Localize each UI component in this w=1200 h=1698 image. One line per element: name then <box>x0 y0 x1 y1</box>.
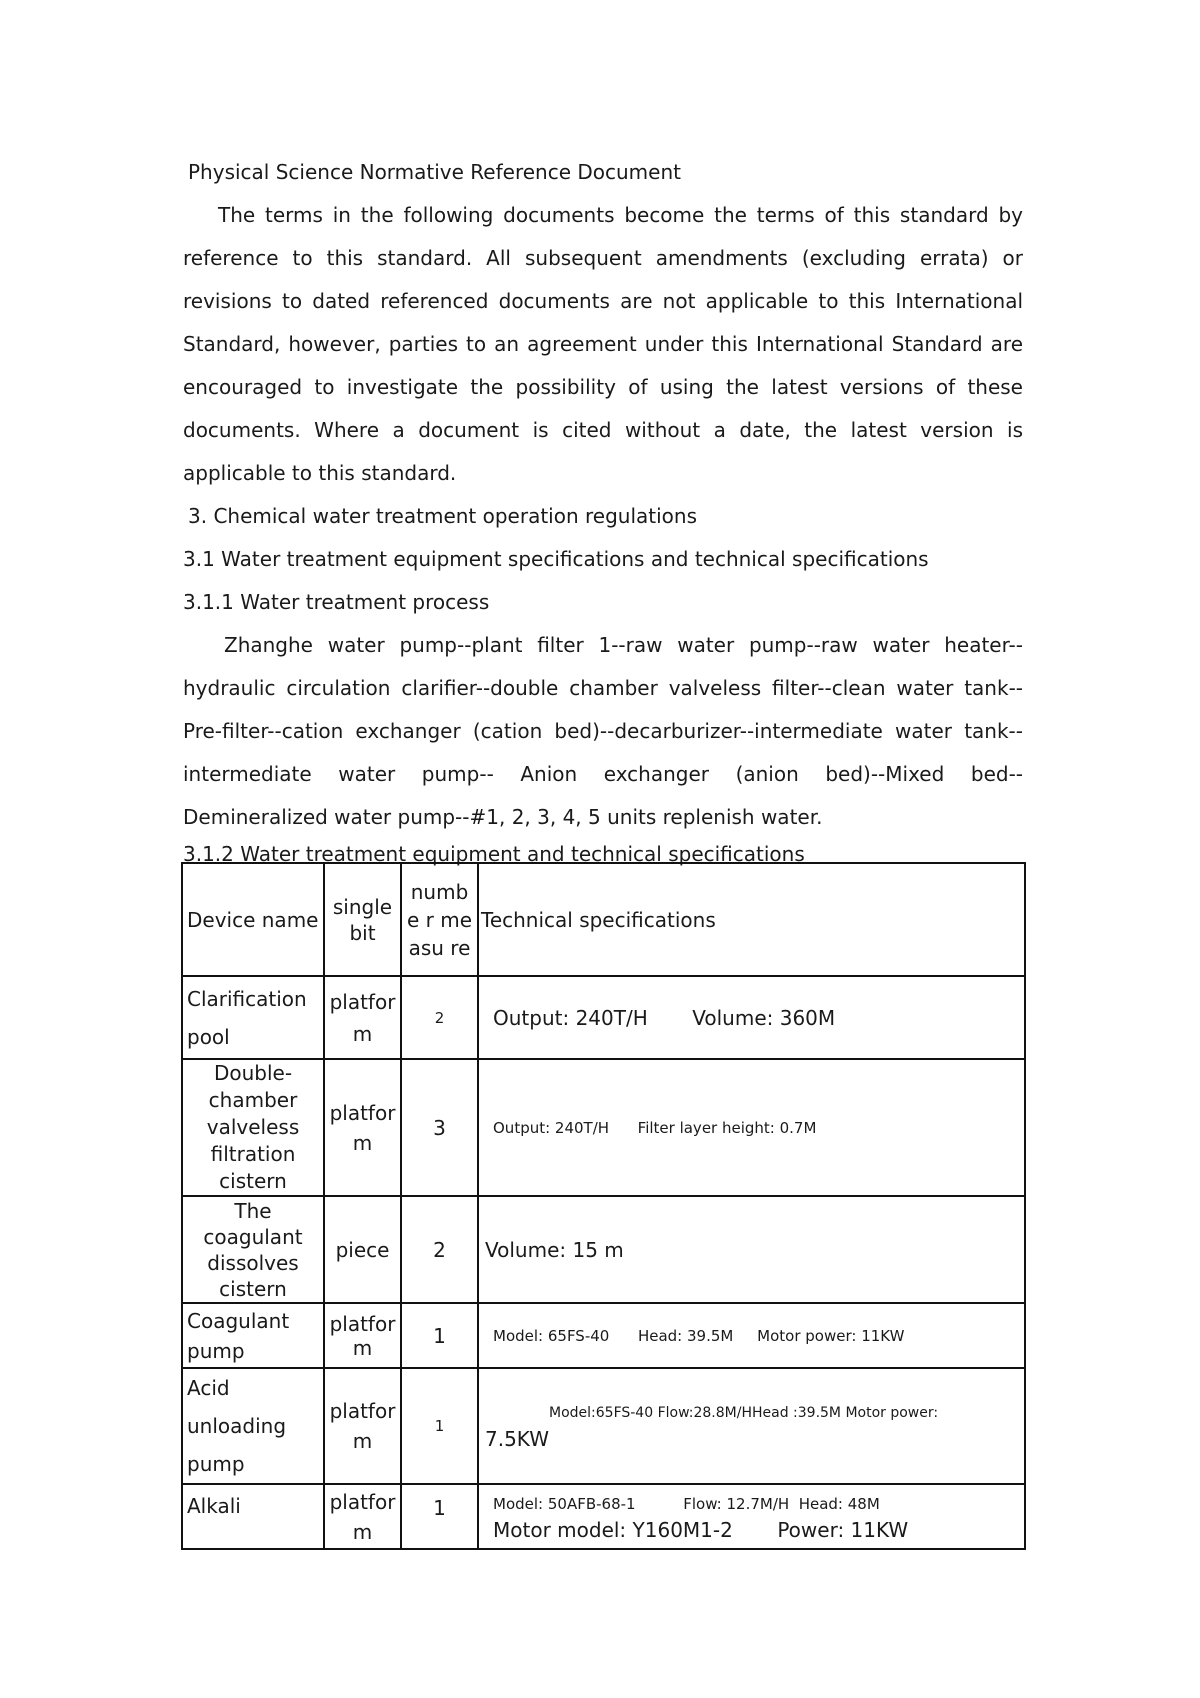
table-row <box>182 1484 1025 1549</box>
spec-cell <box>478 1196 1025 1303</box>
quantity-cell: 2 <box>401 976 478 1059</box>
spec-text: Model: 65FS-40 Head: 39.5M Motor power: 11KW <box>493 1326 905 1345</box>
process-line: intermediate water pump-- Anion exchanger (anion bed)--Mixed bed-- <box>183 762 1023 786</box>
device-name-cell: Alkali <box>182 1484 324 1549</box>
header-quantity <box>401 863 478 976</box>
section-3-1-2-heading: 3.1.2 Water treatment equipment and technical specifications <box>183 842 805 866</box>
device-name-cell: The coagulant dissolves cistern <box>182 1196 324 1303</box>
header-unit: single bit <box>324 863 401 976</box>
device-name-cell: Acid unloading pump <box>182 1368 324 1484</box>
equipment-spec-table <box>181 862 1026 1550</box>
spec-cell <box>478 1368 1025 1484</box>
table-row <box>182 1196 1025 1303</box>
table-row <box>182 976 1025 1059</box>
quantity-cell: 1 <box>401 1368 478 1484</box>
unit-cell: platfor m <box>324 1303 401 1368</box>
device-name-cell: Double-chamber valveless filtration cistern <box>182 1059 324 1196</box>
intro-line: encouraged to investigate the possibility of using the latest versions of these <box>183 375 1023 399</box>
page-title: Physical Science Normative Reference Document <box>188 160 681 184</box>
quantity-cell: 3 <box>401 1059 478 1196</box>
quantity-cell: 1 <box>401 1303 478 1368</box>
unit-cell: platfor m <box>324 976 401 1059</box>
table-row <box>182 1303 1025 1368</box>
spec-text: Model:65FS-40 Flow:28.8M/HHead :39.5M Motor power: <box>549 1405 939 1421</box>
unit-cell: platfor m <box>324 1059 401 1196</box>
unit-cell: platfor m <box>324 1484 401 1549</box>
process-line: Demineralized water pump--#1, 2, 3, 4, 5 units replenish water. <box>183 805 823 829</box>
device-name-cell: Clarification pool <box>182 976 324 1059</box>
unit-cell: piece <box>324 1196 401 1303</box>
header-quantity-text: numbe r measu re <box>406 879 473 960</box>
quantity-cell: 2 <box>401 1196 478 1303</box>
spec-text: Model: 50AFB-68-1 Flow: 12.7M/H Head: 48M <box>493 1494 880 1513</box>
intro-line: The terms in the following documents become the terms of this standard by <box>218 203 1023 227</box>
spec-text-continued: 7.5KW <box>485 1427 549 1451</box>
process-line: Zhanghe water pump--plant filter 1--raw water pump--raw water heater-- <box>224 633 1023 657</box>
spec-cell <box>478 1303 1025 1368</box>
intro-line: revisions to dated referenced documents are not applicable to this International <box>183 289 1023 313</box>
spec-text: Output: 240T/H Filter layer height: 0.7M <box>493 1118 817 1137</box>
intro-line: reference to this standard. All subsequent amendments (excluding errata) or <box>183 246 1023 270</box>
intro-line: documents. Where a document is cited without a date, the latest version is <box>183 418 1023 442</box>
header-device-name: Device name <box>182 863 324 976</box>
unit-cell: platfor m <box>324 1368 401 1484</box>
spec-cell <box>478 1059 1025 1196</box>
intro-line: Standard, however, parties to an agreement under this International Standard are <box>183 332 1023 356</box>
quantity-cell: 1 <box>401 1484 478 1549</box>
table-row <box>182 1368 1025 1484</box>
spec-text: Volume: 15 m <box>485 1237 624 1262</box>
intro-line: applicable to this standard. <box>183 461 457 485</box>
section-3-heading: 3. Chemical water treatment operation regulations <box>188 504 698 528</box>
table-row <box>182 1059 1025 1196</box>
header-technical-specifications: Technical specifications <box>478 863 1025 976</box>
spec-text: Output: 240T/H Volume: 360M <box>493 1005 836 1030</box>
table-header-row <box>182 863 1025 976</box>
device-name-cell: Coagulant pump <box>182 1303 324 1368</box>
section-3-1-1-heading: 3.1.1 Water treatment process <box>183 590 490 614</box>
process-line: hydraulic circulation clarifier--double chamber valveless filter--clean water tank-- <box>183 676 1023 700</box>
section-3-1-heading: 3.1 Water treatment equipment specifications and technical specifications <box>183 547 929 571</box>
spec-cell <box>478 1484 1025 1549</box>
spec-text-continued: Motor model: Y160M1-2 Power: 11KW <box>493 1517 909 1542</box>
process-line: Pre-filter--cation exchanger (cation bed)--decarburizer--intermediate water tank-- <box>183 719 1023 743</box>
spec-cell <box>478 976 1025 1059</box>
